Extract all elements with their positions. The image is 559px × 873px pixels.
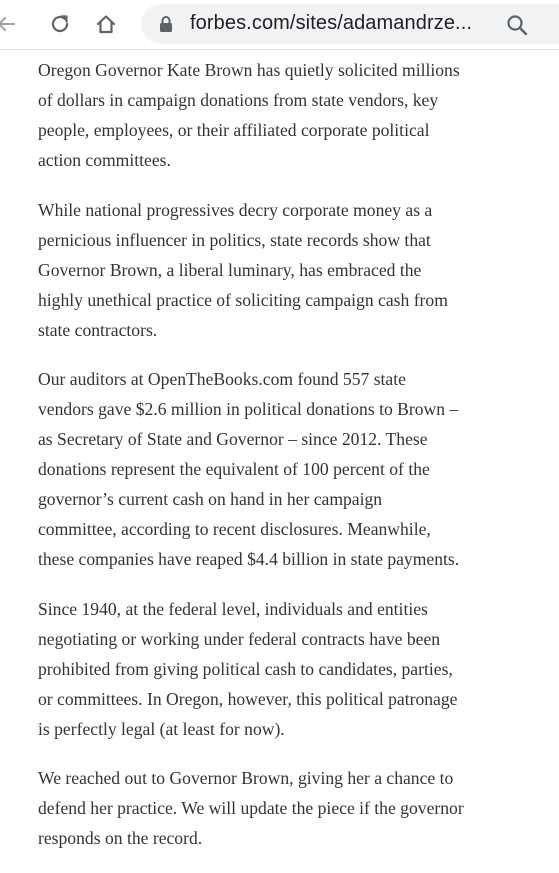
url-text[interactable]: forbes.com/sites/adamandrze... [190,12,473,34]
home-icon [95,13,117,35]
article-body [38,55,528,873]
reload-icon [49,13,71,35]
browser-toolbar [0,0,559,50]
article-paragraph: Since 1940, at the federal level, individuals and entities negotiating or working under federal contracts have been prohibited from giving political cash to candidates, parties, or committees. In Oregon, however, this political patronage is perfectly legal (at least for now). [38,598,458,739]
back-arrow-icon [0,14,16,34]
reload-button[interactable] [42,6,78,42]
address-bar[interactable] [141,4,559,44]
article-paragraph: While national progressives decry corporate money as a pernicious influencer in politics, state records show that Governor Brown, a liberal luminary, has embraced the highly unethical practice of soliciting campaign cash from state contractors. [38,199,448,340]
article-paragraph: Oregon Governor Kate Brown has quietly solicited millions of dollars in campaign donations from state vendors, key people, employees, or their affiliated corporate political action committees. [38,60,460,170]
article-paragraph: Our auditors at OpenTheBooks.com found 557 state vendors gave $2.6 million in political donations to Brown – as Secretary of State and Governor – since 2012. These donations represent the equivalent of 100 percent of the governor’s current cash on hand in her campaign committee, according to recent disclosures. Meanwhile, these companies have reaped $4.4 billion in state payments. [38,369,460,569]
lock-icon [159,15,173,33]
back-button[interactable] [0,6,24,42]
search-icon[interactable] [505,13,529,37]
article-paragraph: We reached out to Governor Brown, giving her a chance to defend her practice. We will update the piece if the governor responds on the record. [38,768,464,848]
home-button[interactable] [88,6,124,42]
